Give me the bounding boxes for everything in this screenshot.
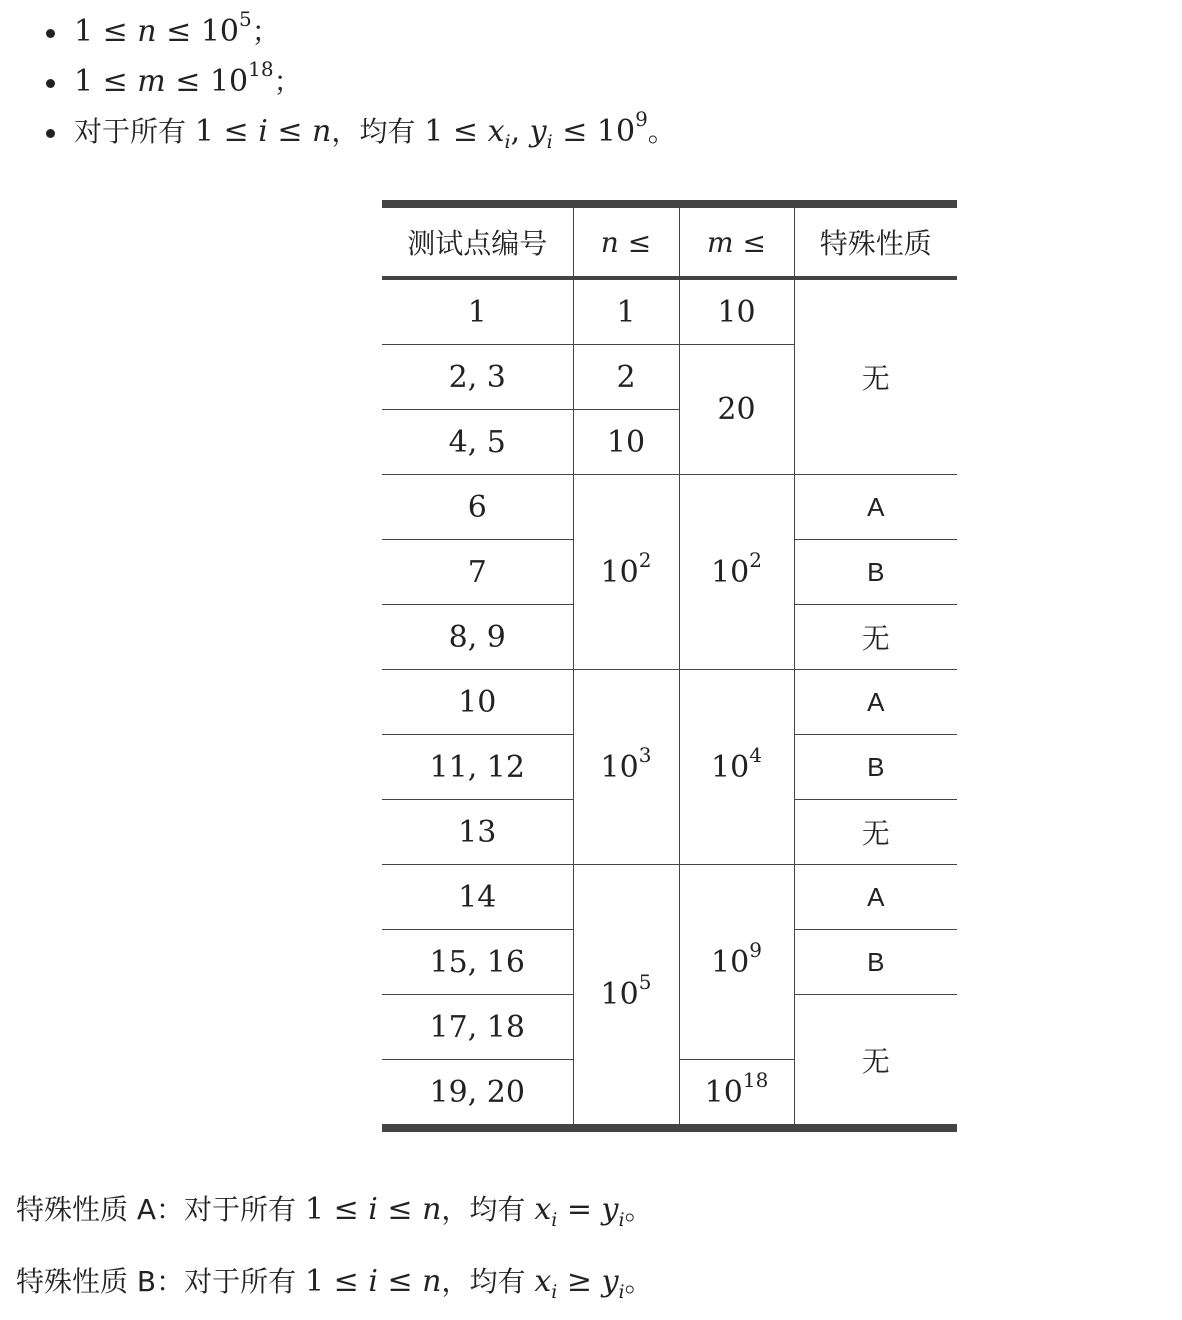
- math-text: 10: [600, 749, 639, 785]
- math-var: i: [258, 114, 268, 149]
- math-text: ≤: [618, 225, 652, 259]
- math-exponent: 9: [749, 937, 762, 962]
- math-exponent: 9: [635, 107, 648, 131]
- math-var: y: [601, 1264, 619, 1299]
- note-text: ，均有: [441, 1193, 535, 1226]
- cell-special-property: 无: [794, 800, 957, 865]
- math-exponent: 18: [248, 57, 274, 81]
- table-row: [382, 278, 957, 345]
- math-var: x: [534, 1192, 552, 1227]
- cell-m-limit: [679, 865, 794, 1060]
- math-exponent: 5: [638, 970, 652, 994]
- constraint-text: 对于所有: [74, 115, 195, 148]
- cell-testcase-id: 1: [382, 278, 573, 345]
- math-var: y: [529, 114, 547, 149]
- math-text: ≤: [267, 114, 313, 149]
- cell-m-limit: [679, 475, 794, 670]
- constraint-xy-math-1: [195, 114, 331, 149]
- math-text: 10: [711, 749, 750, 785]
- math-var: i: [368, 1192, 378, 1227]
- math-text: ≥: [557, 1264, 602, 1299]
- cell-special-property: B: [794, 735, 957, 800]
- constraint-text: ，均有: [331, 115, 425, 148]
- header-m-limit: [679, 204, 794, 278]
- cell-special-property: B: [794, 930, 957, 995]
- math-subscript: i: [504, 131, 511, 153]
- math-var: x: [487, 114, 505, 149]
- punctuation: 。: [624, 1193, 653, 1226]
- note-math-1: [305, 1264, 441, 1299]
- math-text: 1 ≤: [74, 14, 138, 49]
- note-property-b: [16, 1262, 653, 1302]
- cell-special-property: A: [794, 670, 957, 735]
- punctuation: 。: [647, 115, 676, 148]
- note-math-1: [305, 1192, 441, 1227]
- math-exponent: 2: [638, 547, 652, 572]
- header-testcase-id: 测试点编号: [382, 204, 573, 278]
- math-var: n: [422, 1264, 442, 1299]
- math-var: n: [312, 114, 332, 149]
- math-var: x: [534, 1264, 552, 1299]
- cell-m-limit: [679, 1060, 794, 1129]
- math-text: 1 ≤: [305, 1264, 369, 1299]
- note-text: 特殊性质 B：对于所有: [16, 1265, 306, 1298]
- constraint-xy: [0, 107, 676, 160]
- constraints-list: [0, 7, 676, 160]
- note-text: ，均有: [441, 1265, 535, 1298]
- math-subscript: i: [546, 131, 553, 153]
- math-text: ,: [510, 114, 530, 149]
- note-property-a: [16, 1190, 653, 1230]
- constraint-m-math: [74, 57, 274, 99]
- math-subscript: i: [618, 1209, 625, 1231]
- math-var: m: [137, 64, 166, 99]
- cell-n-limit: [573, 475, 679, 670]
- math-var: n: [137, 14, 157, 49]
- math-subscript: i: [618, 1281, 625, 1303]
- cell-testcase-id: 13: [382, 800, 573, 865]
- header-n-limit: [573, 204, 679, 278]
- math-text: 10: [704, 1074, 743, 1110]
- math-text: ≤: [377, 1192, 423, 1227]
- table-row: [382, 670, 957, 735]
- cell-testcase-id: 10: [382, 670, 573, 735]
- math-var: y: [601, 1192, 619, 1227]
- math-text: 1 ≤: [424, 114, 488, 149]
- subtask-table: [382, 200, 957, 1132]
- math-text: 1 ≤: [74, 64, 138, 99]
- constraint-m: [0, 57, 676, 110]
- cell-special-property: 无: [794, 605, 957, 670]
- math-subscript: i: [551, 1281, 558, 1303]
- cell-testcase-id: 4, 5: [382, 410, 573, 475]
- math-subscript: i: [551, 1209, 558, 1231]
- math-var: n: [600, 225, 619, 259]
- cell-special-property: B: [794, 540, 957, 605]
- cell-m-limit: 10: [679, 278, 794, 345]
- constraint-xy-math-2: [424, 107, 648, 153]
- math-exponent: 3: [638, 742, 652, 767]
- cell-testcase-id: 8, 9: [382, 605, 573, 670]
- math-text: ≤ 10: [165, 64, 249, 99]
- math-exponent: 18: [742, 1067, 769, 1092]
- math-text: 10: [711, 554, 750, 590]
- cell-testcase-id: 19, 20: [382, 1060, 573, 1129]
- cell-n-limit: 1: [573, 278, 679, 345]
- math-var: m: [707, 225, 734, 259]
- cell-n-limit: [573, 670, 679, 865]
- cell-testcase-id: 11, 12: [382, 735, 573, 800]
- math-text: ≤: [377, 1264, 423, 1299]
- math-text: 10: [600, 977, 639, 1012]
- punctuation: ；: [251, 15, 280, 48]
- cell-m-limit: 20: [679, 345, 794, 475]
- cell-special-property: 无: [794, 995, 957, 1129]
- math-exponent: 4: [749, 742, 762, 767]
- math-exponent: 5: [239, 7, 252, 31]
- cell-testcase-id: 7: [382, 540, 573, 605]
- cell-testcase-id: 2, 3: [382, 345, 573, 410]
- cell-n-limit: 10: [573, 410, 679, 475]
- note-text: 特殊性质 A：对于所有: [16, 1193, 305, 1226]
- math-text: ≤ 10: [552, 114, 636, 149]
- math-text: 1 ≤: [194, 114, 259, 149]
- table-row: [382, 865, 957, 930]
- note-math-2: [534, 1192, 625, 1231]
- cell-special-property: A: [794, 475, 957, 540]
- cell-special-property: 无: [794, 278, 957, 475]
- math-text: 10: [600, 554, 639, 590]
- cell-special-property: A: [794, 865, 957, 930]
- math-text: ≤: [733, 225, 766, 259]
- cell-testcase-id: 17, 18: [382, 995, 573, 1060]
- table-header-row: [382, 204, 957, 278]
- punctuation: ；: [273, 65, 302, 98]
- math-text: 1 ≤: [304, 1192, 369, 1227]
- constraint-n: [0, 7, 676, 60]
- math-var: i: [368, 1264, 378, 1299]
- math-text: ≤ 10: [156, 14, 240, 49]
- note-math-2: [534, 1264, 625, 1303]
- cell-testcase-id: 15, 16: [382, 930, 573, 995]
- cell-n-limit: [573, 865, 679, 1129]
- math-exponent: 2: [749, 547, 762, 572]
- math-text: 10: [711, 944, 750, 980]
- header-special-property: 特殊性质: [794, 204, 957, 278]
- punctuation: 。: [624, 1265, 653, 1298]
- cell-testcase-id: 6: [382, 475, 573, 540]
- cell-n-limit: 2: [573, 345, 679, 410]
- cell-m-limit: [679, 670, 794, 865]
- cell-testcase-id: 14: [382, 865, 573, 930]
- constraint-n-math: [74, 7, 252, 49]
- math-text: =: [557, 1192, 602, 1227]
- math-var: n: [422, 1192, 442, 1227]
- table-row: [382, 475, 957, 540]
